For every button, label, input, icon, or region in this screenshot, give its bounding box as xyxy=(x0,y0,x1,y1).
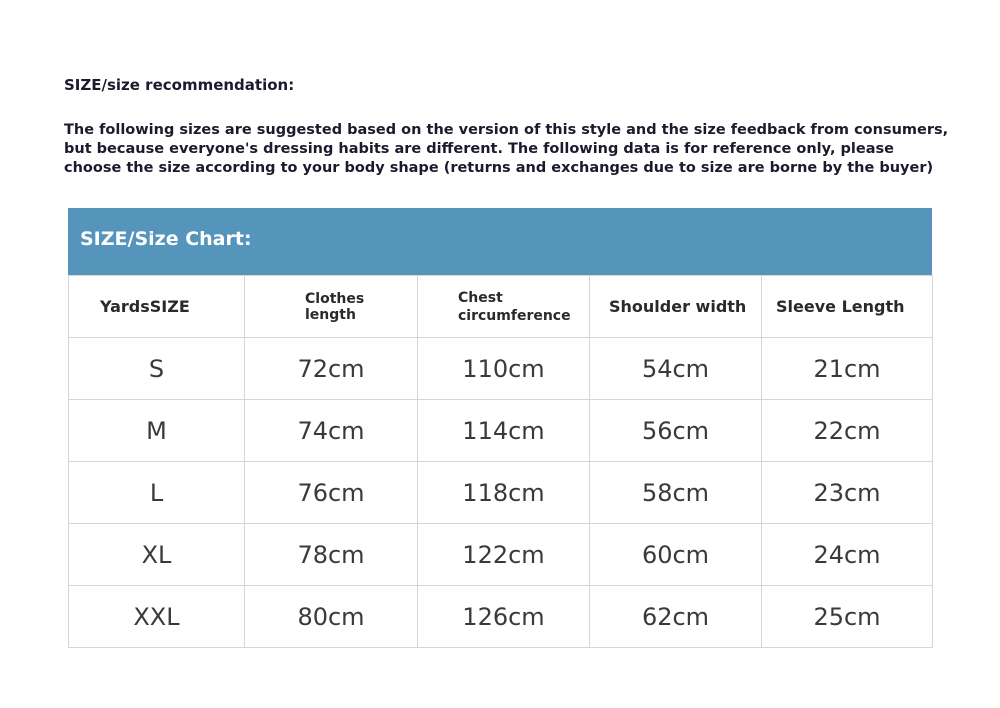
table-row xyxy=(69,462,933,524)
intro-line: The following sizes are suggested based on the version of this style and the size feedback from consumers, xyxy=(64,122,949,138)
clothes-length-cell: 72cm xyxy=(245,338,418,400)
table-row xyxy=(69,400,933,462)
chest-cell: 110cm xyxy=(418,338,590,400)
table-row xyxy=(69,338,933,400)
column-header-shoulder: Shoulder width xyxy=(590,276,762,338)
size-chart-header xyxy=(68,208,932,275)
clothes-length-cell: 74cm xyxy=(245,400,418,462)
table-row xyxy=(69,586,933,648)
clothes-length-cell: 76cm xyxy=(245,462,418,524)
table-row xyxy=(69,524,933,586)
shoulder-cell: 60cm xyxy=(590,524,762,586)
size-cell: XL xyxy=(69,524,245,586)
shoulder-cell: 58cm xyxy=(590,462,762,524)
chest-cell: 114cm xyxy=(418,400,590,462)
sleeve-cell: 24cm xyxy=(762,524,933,586)
clothes-length-cell: 80cm xyxy=(245,586,418,648)
size-table xyxy=(68,275,933,648)
page-heading: SIZE/size recommendation: xyxy=(64,76,295,94)
sleeve-cell: 22cm xyxy=(762,400,933,462)
table-header-row xyxy=(69,276,933,338)
shoulder-cell: 56cm xyxy=(590,400,762,462)
column-header-size: YardsSIZE xyxy=(69,276,245,338)
size-cell: L xyxy=(69,462,245,524)
chest-cell: 118cm xyxy=(418,462,590,524)
intro-text xyxy=(64,121,949,178)
shoulder-cell: 54cm xyxy=(590,338,762,400)
size-chart-title: SIZE/Size Chart: xyxy=(80,228,252,250)
size-chart xyxy=(68,208,932,648)
chest-cell: 122cm xyxy=(418,524,590,586)
size-cell: S xyxy=(69,338,245,400)
sleeve-cell: 21cm xyxy=(762,338,933,400)
size-cell: M xyxy=(69,400,245,462)
size-cell: XXL xyxy=(69,586,245,648)
clothes-length-cell: 78cm xyxy=(245,524,418,586)
intro-line: choose the size according to your body shape (returns and exchanges due to size are borne by the buyer) xyxy=(64,160,934,176)
sleeve-cell: 23cm xyxy=(762,462,933,524)
sleeve-cell: 25cm xyxy=(762,586,933,648)
column-header-chest-label: Chest circumference xyxy=(458,289,571,324)
shoulder-cell: 62cm xyxy=(590,586,762,648)
column-header-chest xyxy=(418,276,590,338)
intro-line: but because everyone's dressing habits are different. The following data is for reference only, please xyxy=(64,141,894,157)
column-header-clothes-length: Clothes length xyxy=(245,276,418,338)
column-header-sleeve: Sleeve Length xyxy=(762,276,933,338)
chest-cell: 126cm xyxy=(418,586,590,648)
